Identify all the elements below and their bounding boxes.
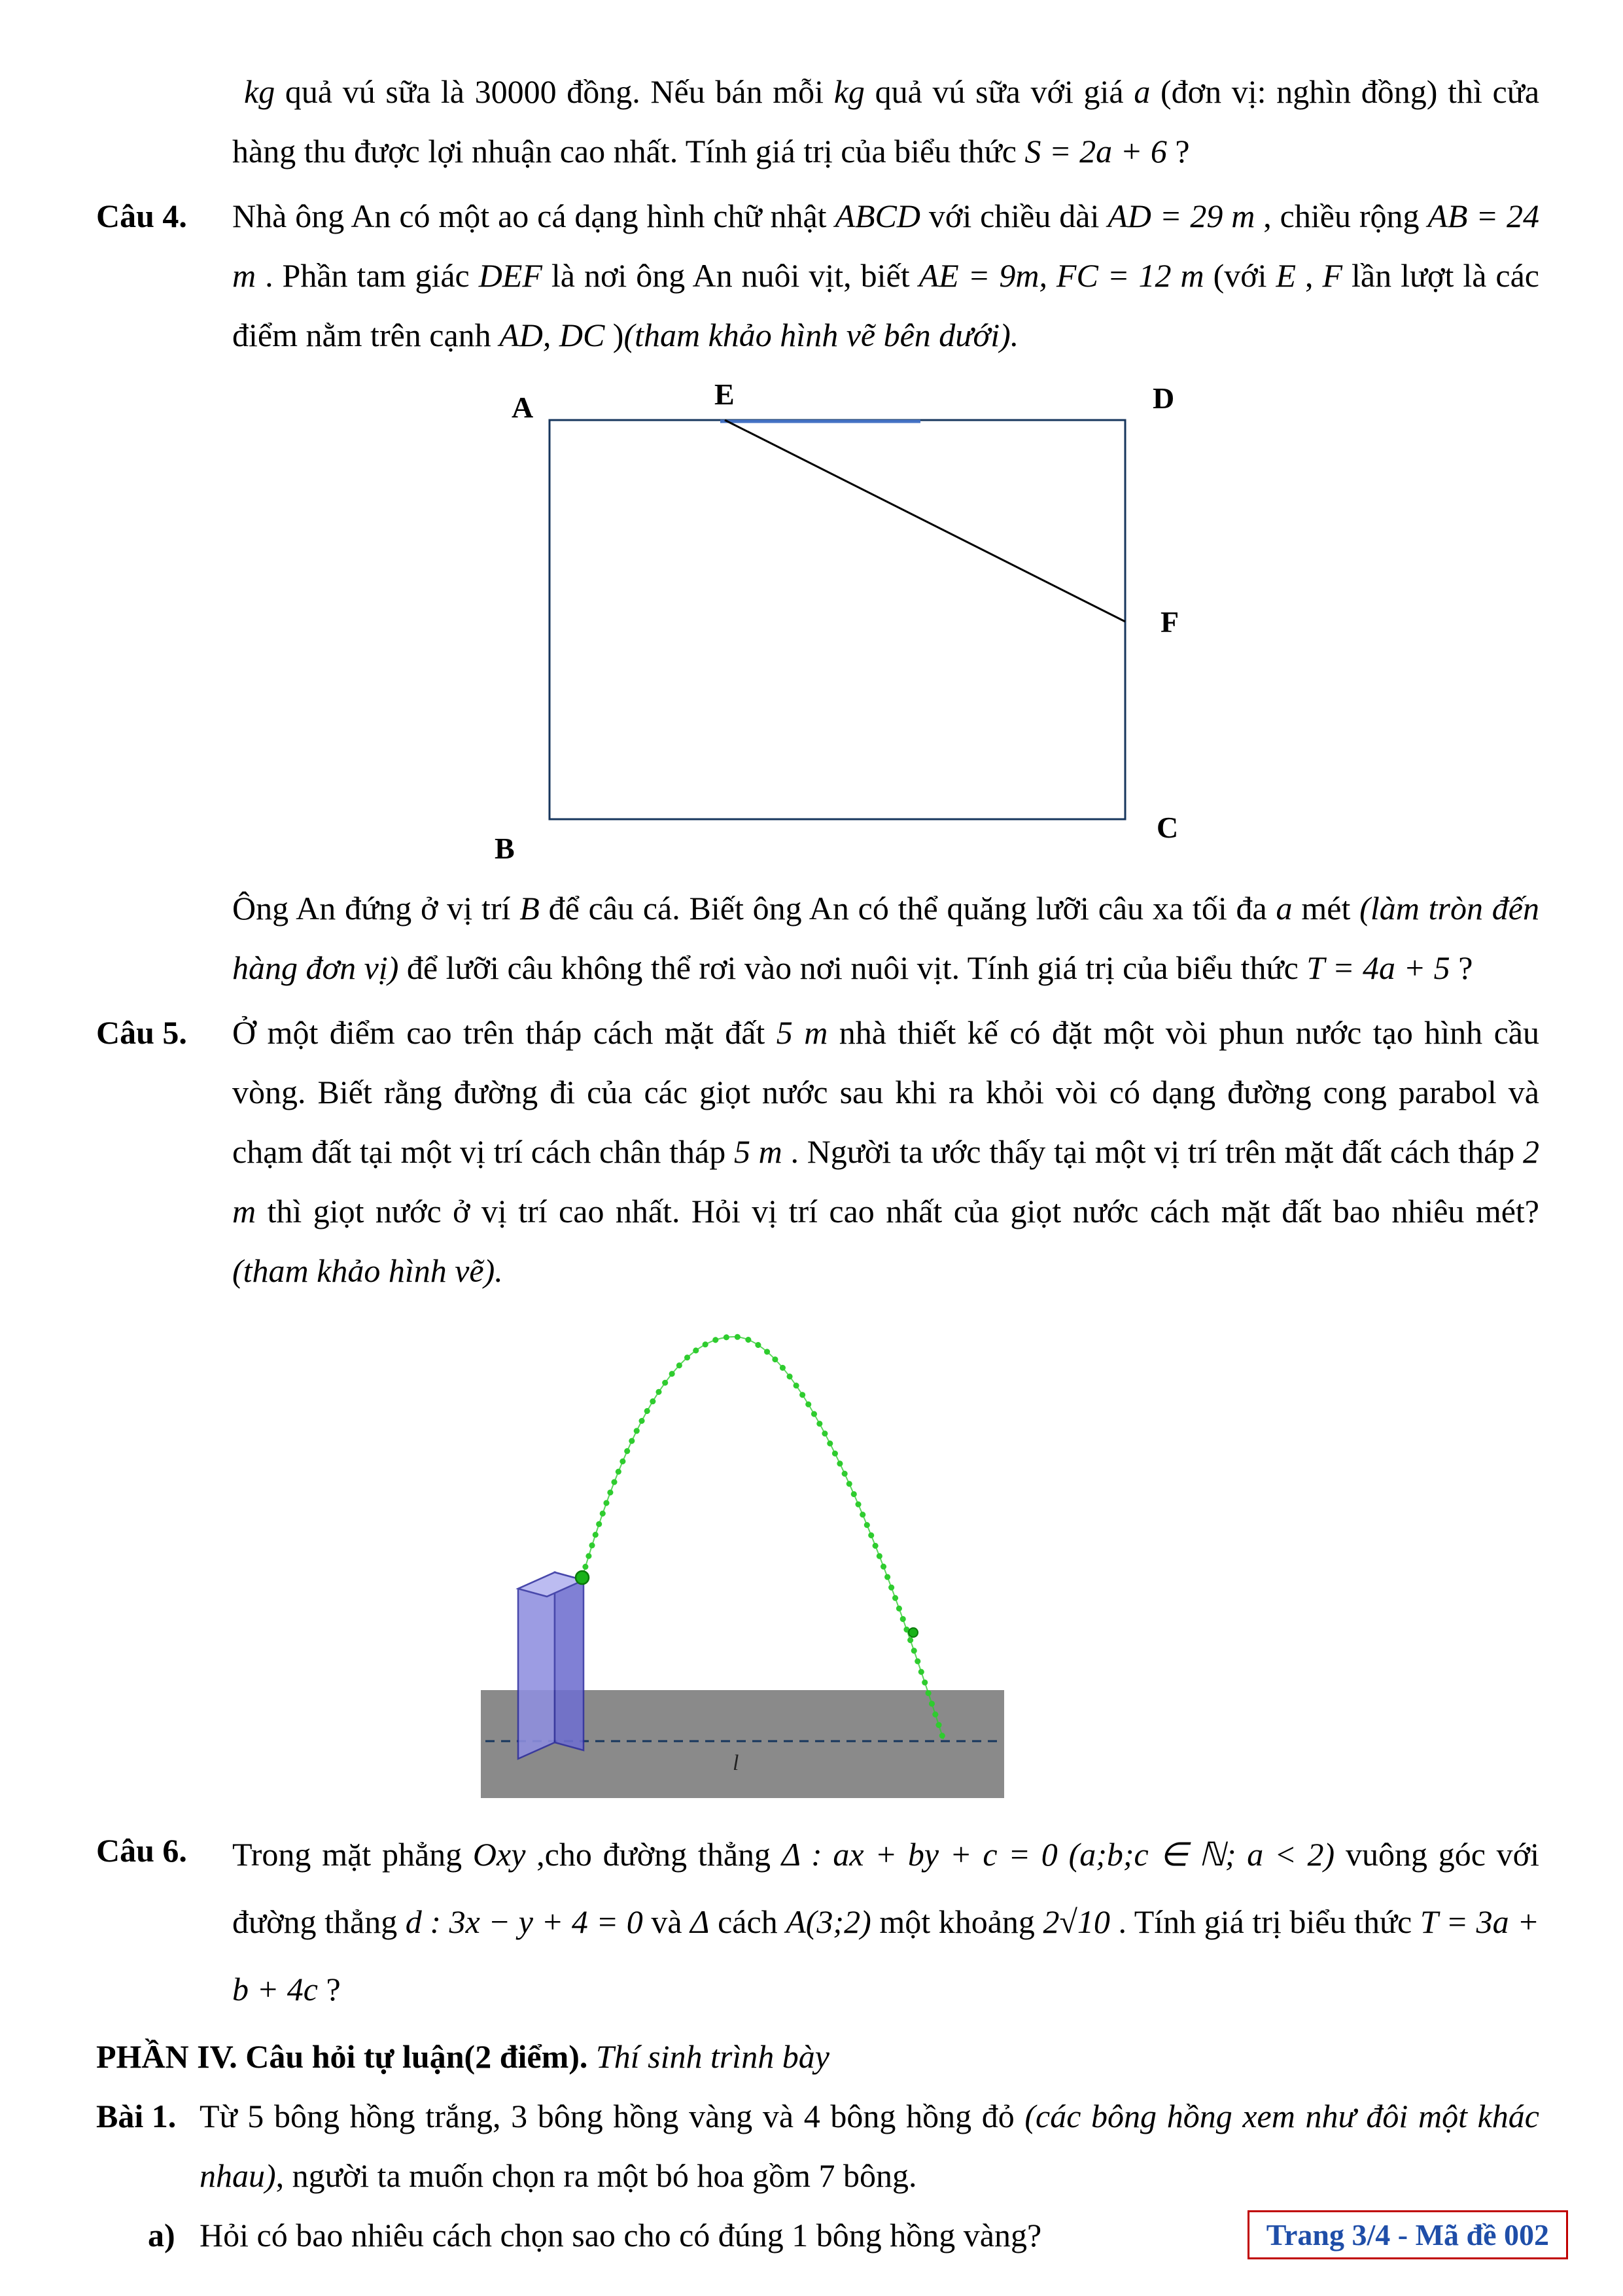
parabola-path-line — [582, 1337, 943, 1739]
question-5 — [96, 1003, 1539, 1301]
label-point-e: E — [714, 380, 735, 411]
rectangle-abcd-shape — [550, 420, 1125, 819]
section-heading-part-4: PHẦN IV. Câu hỏi tự luận(2 điểm). Thí sinh trình bày — [96, 2038, 829, 2075]
paragraph-question3-continuation: kg quả vú sữa là 30000 đồng. Nếu bán mỗi kg quả vú sữa với giá a (đơn vị: nghìn đồng) thì cửa hàng thu được lợi nhuận cao nhất. Tính giá trị của biểu thức S = 2a + 6 ? — [232, 73, 1540, 169]
tower-prism — [518, 1572, 584, 1759]
question-4-label: Câu 4. — [96, 198, 187, 234]
parabola-diagram — [478, 1311, 1066, 1814]
problem-1-label: Bài 1. — [96, 2098, 177, 2134]
question-6 — [96, 1821, 1539, 2023]
question-4 — [96, 186, 1539, 365]
page-footer-text: Trang 3/4 - Mã đề 002 — [1266, 2218, 1549, 2252]
question-6-label: Câu 6. — [96, 1832, 187, 1869]
rectangle-diagram — [484, 380, 1204, 867]
figure-fountain-parabola — [478, 1311, 1539, 1814]
problem-1-part-a-text: Hỏi có bao nhiêu cách chọn sao cho có đúng 1 bông hồng vàng? — [200, 2217, 1042, 2253]
problem-1-text: Từ 5 bông hồng trắng, 3 bông hồng vàng và 4 bông hồng đỏ (các bông hồng xem như đôi một khác nhau), người ta muốn chọn ra một bó hoa gồm 7 bông. — [200, 2098, 1540, 2194]
label-vertex-b: B — [495, 832, 515, 865]
label-vertex-c: C — [1157, 811, 1179, 844]
question-5-label: Câu 5. — [96, 1014, 187, 1051]
ground-label: l — [733, 1751, 739, 1775]
nozzle-dot — [576, 1571, 589, 1584]
tower-side-face — [555, 1572, 584, 1750]
problem-1 — [96, 2087, 1539, 2206]
figure-rectangle-abcd — [484, 380, 1539, 867]
segment-ef — [725, 420, 1125, 622]
page-footer-badge — [1248, 2210, 1568, 2259]
label-vertex-d: D — [1153, 381, 1175, 415]
droplet-dot — [909, 1628, 918, 1637]
tower-front-face — [518, 1572, 555, 1759]
label-vertex-a: A — [512, 391, 534, 424]
label-point-f: F — [1161, 605, 1179, 639]
problem-1-part-a-label: a) — [148, 2217, 175, 2253]
paragraph-question-4-followup: Ông An đứng ở vị trí B để câu cá. Biết ông An có thể quăng lưỡi câu xa tối đa a mét (làm tròn đến hàng đơn vị) để lưỡi câu không thể rơi vào nơi nuôi vịt. Tính giá trị của biểu thức T = 4a + 5 ? — [232, 890, 1540, 986]
question-5-text: Ở một điểm cao trên tháp cách mặt đất 5 m nhà thiết kế có đặt một vòi phun nước tạo hình cầu vòng. Biết rằng đường đi của các giọt nước sau khi ra khỏi vòi có dạng đường cong parabol và chạm đất tại một vị trí cách chân tháp 5 m . Người ta ước thấy tại một vị trí trên mặt đất cách tháp 2 m thì giọt nước ở vị trí cao nhất. Hỏi vị trí cao nhất của giọt nước cách mặt đất bao nhiêu mét?(tham khảo hình vẽ). — [232, 1014, 1539, 1289]
question-4-text: Nhà ông An có một ao cá dạng hình chữ nhật ABCD với chiều dài AD = 29 m , chiều rộng AB = 24 m . Phần tam giác DEF là nơi ông An nuôi vịt, biết AE = 9m, FC = 12 m (với E , F lần lượt là các điểm nằm trên cạnh AD, DC )(tham khảo hình vẽ bên dưới). — [232, 198, 1539, 353]
question-6-text: Trong mặt phẳng Oxy ,cho đường thẳng Δ : ax + by + c = 0 (a;b;c ∈ ℕ; a < 2) vuông góc với đường thẳng d : 3x − y + 4 = 0 và Δ cách A(3;2) một khoảng 2√10 . Tính giá trị biểu thức T = 3a + b + 4c ? — [232, 1836, 1540, 2007]
parabola-path-dots — [582, 1337, 943, 1739]
